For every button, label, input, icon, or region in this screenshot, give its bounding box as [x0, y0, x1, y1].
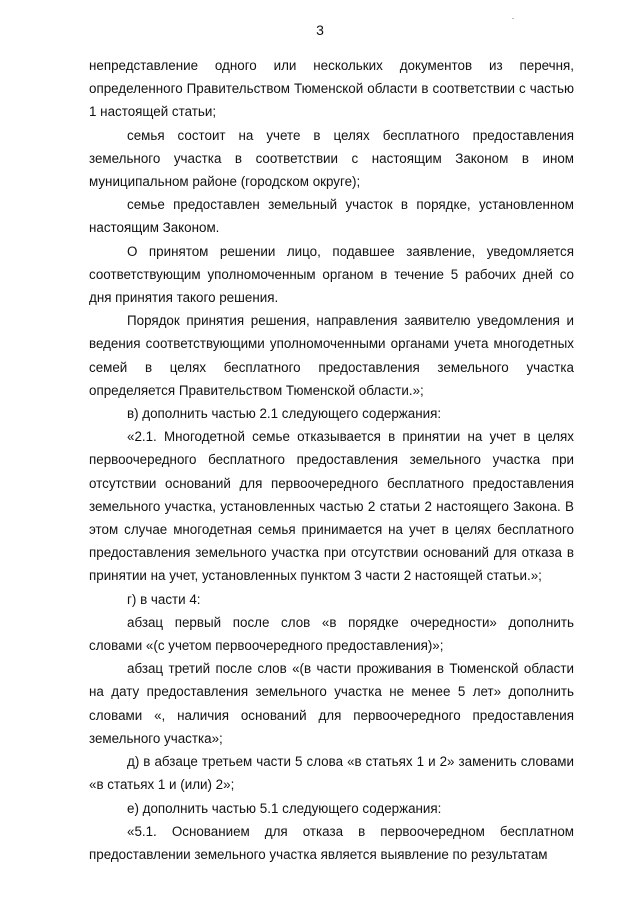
paragraph-6: в) дополнить частью 2.1 следующего содержания:	[127, 406, 442, 422]
page-number: 3	[316, 22, 324, 38]
paragraph-3: семье предоставлен земельный участок в порядке, установленном настоящим Законом.	[89, 197, 574, 236]
paragraph-10: абзац третий после слов «(в части проживания в Тюменской области на дату предоставления земельного участка не менее 5 лет» дополнить словами «, наличия оснований для первоочередного предоставления земельного участка»;	[89, 661, 574, 746]
paragraph-5: Порядок принятия решения, направления заявителю уведомления и ведения соответствующими уполномоченными органами учета многодетных семей в целях бесплатного предоставления земельного участка определяется Правительством Тюменской области.»;	[89, 313, 574, 398]
paragraph-13: «5.1. Основанием для отказа в первоочередном бесплатном предоставлении земельного участка является выявление по результатам	[89, 823, 574, 862]
paragraph-2: семья состоит на учете в целях бесплатного предоставления земельного участка в соответствии с настоящим Законом в ином муниципальном районе (городском округе);	[89, 127, 574, 190]
paragraph-11: д) в абзаце третьем части 5 слова «в статьях 1 и 2» заменить словами «в статьях 1 и (или) 2»;	[89, 754, 574, 793]
paragraph-1: непредставление одного или нескольких документов из перечня, определенного Правительством Тюменской области в соответствии с частью 1 настоящей статьи;	[89, 58, 574, 120]
paragraph-12: е) дополнить частью 5.1 следующего содержания:	[127, 800, 442, 816]
paragraph-9: абзац первый после слов «в порядке очередности» дополнить словами «(с учетом первоочередного предоставления)»;	[89, 614, 574, 654]
scan-mark	[512, 18, 514, 19]
document-body	[89, 54, 574, 866]
paragraph-4: О принятом решении лицо, подавшее заявление, уведомляется соответствующим уполномоченным органом в течение 5 рабочих дней со дня принятия такого решения.	[89, 243, 574, 306]
paragraph-8: г) в части 4:	[127, 591, 201, 607]
paragraph-7: «2.1. Многодетной семье отказывается в принятии на учет в целях первоочередного бесплатного предоставления земельного участка при отсутствии оснований для первоочередного бесплатного предоставления земельного участка, установленных частью 2 статьи 2 настоящего Закона. В этом случае многодетная семья принимается на учет в целях бесплатного предоставления земельного участка при отсутствии оснований для отказа в принятии на учет, установленных пунктом 3 части 2 настоящей статьи.»;	[89, 429, 574, 584]
